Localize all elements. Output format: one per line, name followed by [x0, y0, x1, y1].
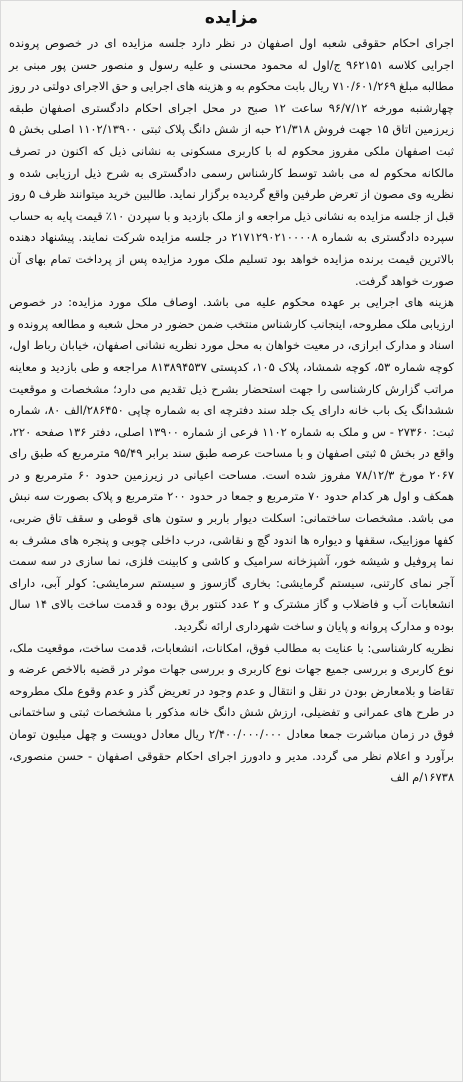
notice-title: مزایده	[204, 8, 259, 28]
notice-paragraph-expert-opinion: نظریه کارشناسی: با عنایت به مطالب فوق، امکانات، انشعابات، قدمت ساخت، موقعیت ملک، نوع کاربری و بررسی جمیع جهات نوع کاربری و بررسی جهات موثر در قضیه بالاخص عرضه و تقاضا و بلامعارض بودن در نقل و انتقال و عدم وجود در تعریض گذر و عدم وقوع ملک مطروحه در طرح های عمرانی و تفضیلی، ارزش شش دانگ خانه مذکور با مشخصات ثبتی و ساختمانی فوق در زمان مباشرت جمعا معادل ۲/۴۰۰/۰۰۰/۰۰۰ ریال معادل دویست و چهل میلیون تومان برآورد و اعلام نظر می گردد. مدیر و دادورز اجرای احکام حقوقی اصفهان - حسن منصوری، ۱۶۷۳۸/م الف	[9, 640, 454, 785]
notice-paragraph-intro: اجرای احکام حقوقی شعبه اول اصفهان در نظر دارد جلسه مزایده ای در خصوص پرونده اجرایی کلاسه ۹۶۲۱۵۱ ج/اول له محمود محسنی و علیه رسول و منصور حسن پور مبنی بر مطالبه مبلغ ۷۱۰/۶۰۱/۲۶۹ ریال بابت محکوم به و هزینه های اجرایی و حق الاجرای دولتی در روز چهارشنبه مورخه ۹۶/۷/۱۲ ساعت ۱۲ صبح در محل اجرای احکام دادگستری اصفهان طبقه زیرزمین اتاق ۱۵ جهت فروش ۲۱/۳۱۸ حبه از شش دانگ پلاک ثبتی ۱۱۰۲/۱۳۹۰۰ اصلی بخش ۵ ثبت اصفهان ملکی مفروز محکوم له با کاربری مسکونی به نشانی ذیل که اکنون در تصرف مالکانه محکوم له می باشد توسط کارشناس رسمی دادگستری به شرح ذیل ارزیابی شده و نظریه وی مصون از تعرض طرفین واقع گردیده برگزار نماید. طالبین خرید میتوانند ظرف ۵ روز قبل از جلسه مزایده به نشانی ذیل مراجعه و از ملک بازدید و با سپردن ۱۰٪ قیمت پایه به حساب سپرده دادگستری به شماره ۲۱۷۱۲۹۰۲۱۰۰۰۰۸ در جلسه مزایده شرکت نمایند. پیشنهاد دهنده بالاترین قیمت برنده مزایده خواهد بود تسلیم ملک مورد مزایده پس از پرداخت تمام بهای آن صورت خواهد گرفت.	[9, 36, 455, 288]
notice-paragraph-description: هزینه های اجرایی بر عهده محکوم علیه می باشد. اوصاف ملک مورد مزایده: در خصوص ارزیابی ملک مطروحه، اینجانب کارشناس منتخب ضمن حضور در محل شعبه و مطالعه پرونده و اسناد و مدارک ابرازی، در معیت خواهان به محل مورد نظریه نشانی اصفهان، خیابان رباط اول، کوچه شماره ۵۳، کوچه شمشاد، پلاک ۱۰۵، کدپستی ۸۱۳۸۹۴۵۳۷ مراجعه و طی بازدید و معاینه مراتب گزارش کارشناسی را جهت استحضار بشرح ذیل تقدیم می دارد؛ مشخصات و موقعیت ششدانگ یک باب خانه دارای یک جلد سند دفترچه ای به شماره چاپی ۲۸۶۴۵۰/الف ۸۰، شماره ثبت: ۲۷۳۶۰ - س و ملک به شماره ۱۱۰۲ فرعی از شماره ۱۳۹۰۰ اصلی، دفتر ۱۳۶ صفحه ۲۲۰، واقع در بخش ۵ ثبتی اصفهان و با مساحت عرصه طبق سند برابر ۹۵/۴۹ مترمربع که طبق رای ۲۰۶۷ مورخ ۷۸/۱۲/۳ مفروز شده است. مساحت اعیانی در زیرزمین حدود ۶۰ مترمربع و در همکف و اول هر کدام حدود ۷۰ مترمربع و جمعا در حدود ۲۰۰ مترمربع و پلاک بصورت سه نبش می باشد. مشخصات ساختمانی: اسکلت دیوار باربر و ستون های قوطی و سقف تاق ضربی، کفها موزاییک، سقفها و دیواره ها اندود گچ و نقاشی، درب داخلی چوبی و پنجره های مشرف به نما پروفیل و شیشه خور، آشپزخانه سرامیک و کاشی و کابینت فلزی، نما سازی در سه سمت آجر نمای کارتنی، سیستم گرمایشی: بخاری گازسوز و سیستم سرمایشی: کولر آبی، دارای انشعابات آب و فاضلاب و گاز مشترک و ۲ عدد کنتور برق بوده و قدمت ساخت بالای ۱۴ سال بوده و مدارک پروانه و پایان و ساخت شهرداری ارائه نگردید.	[9, 295, 455, 634]
